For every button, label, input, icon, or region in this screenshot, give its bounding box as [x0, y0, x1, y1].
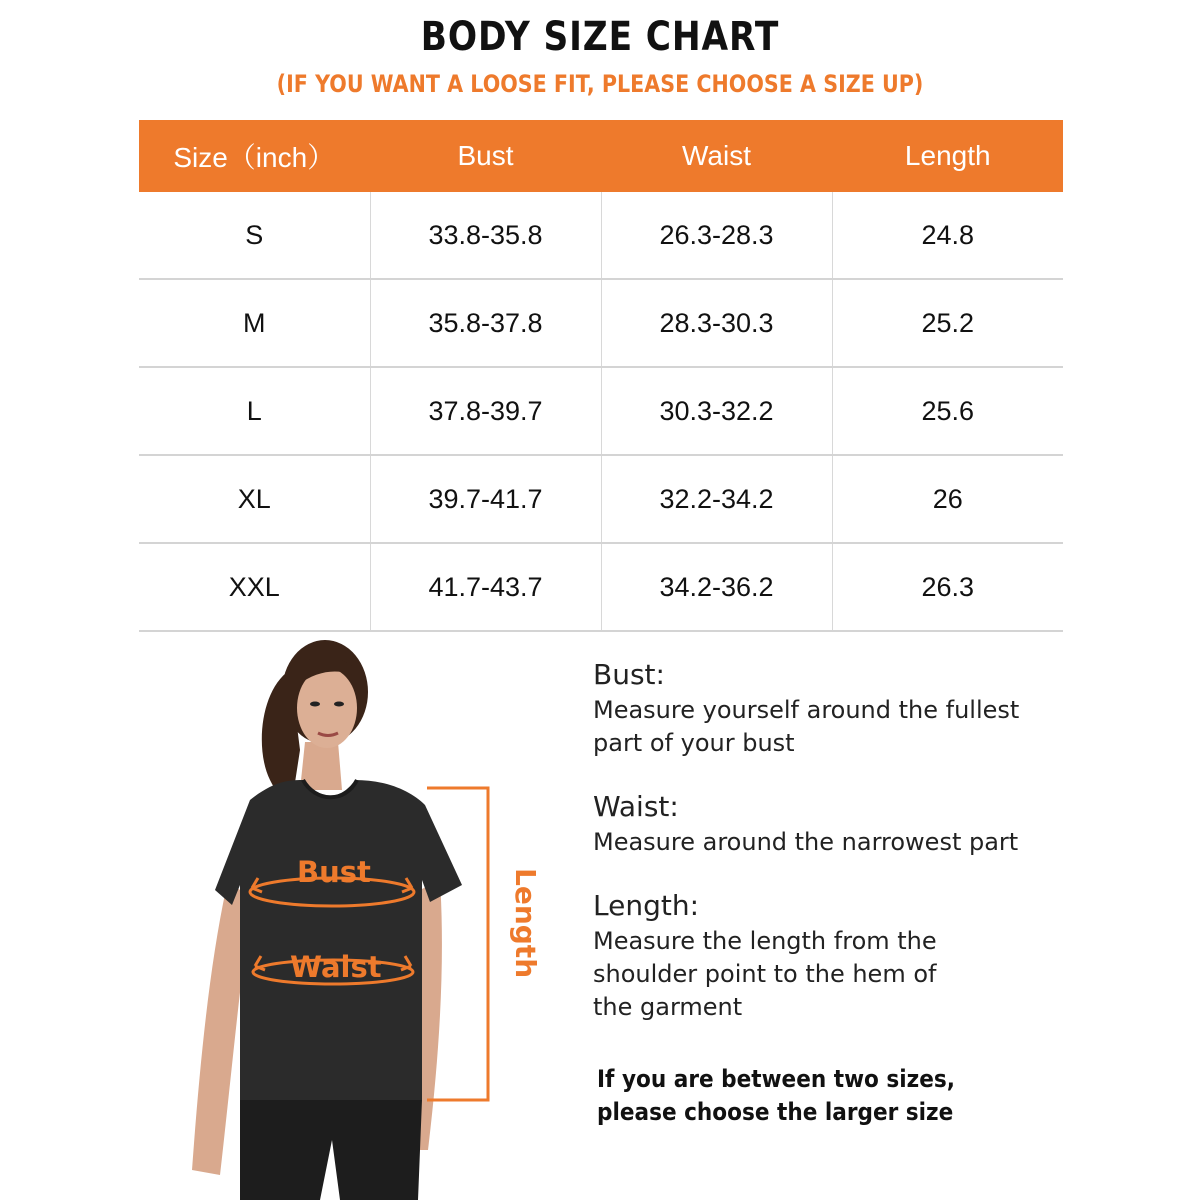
table-row	[139, 455, 1063, 543]
cell-length: 26	[832, 455, 1063, 543]
cell-waist: 28.3-30.3	[601, 279, 832, 367]
length-note-text: Measure the length from the shoulder point to the hem of the garment	[593, 927, 937, 1021]
header-waist: Waist	[601, 120, 832, 192]
model-illustration	[140, 630, 570, 1200]
waist-note-heading: Waist:	[593, 790, 679, 823]
cell-length: 25.2	[832, 279, 1063, 367]
cell-bust: 33.8-35.8	[370, 192, 601, 279]
cell-length: 24.8	[832, 192, 1063, 279]
length-label: Length	[509, 868, 542, 979]
cell-waist: 32.2-34.2	[601, 455, 832, 543]
length-note-heading: Length:	[593, 889, 700, 922]
length-note	[593, 887, 1113, 1024]
cell-length: 25.6	[832, 367, 1063, 455]
chart-title: BODY SIZE CHART	[420, 14, 780, 60]
table-header-row	[139, 120, 1063, 192]
table-row	[139, 279, 1063, 367]
header-bust: Bust	[370, 120, 601, 192]
table-row	[139, 543, 1063, 631]
cell-size: L	[139, 367, 370, 455]
size-advice	[597, 1063, 1065, 1129]
cell-bust: 41.7-43.7	[370, 543, 601, 631]
cell-waist: 26.3-28.3	[601, 192, 832, 279]
waist-note-text: Measure around the narrowest part	[593, 828, 1019, 856]
size-table	[139, 120, 1063, 632]
header-size: Size（inch）	[139, 120, 370, 192]
bust-note-text: Measure yourself around the fullest part of your bust	[593, 696, 1020, 757]
waist-label: Waist	[290, 950, 382, 984]
cell-bust: 39.7-41.7	[370, 455, 601, 543]
table-row	[139, 192, 1063, 279]
measurement-notes	[593, 656, 1113, 1052]
cell-bust: 37.8-39.7	[370, 367, 601, 455]
size-advice-line-1: If you are between two sizes,	[597, 1065, 955, 1093]
cell-size: S	[139, 192, 370, 279]
bust-note-heading: Bust:	[593, 658, 665, 691]
waist-note	[593, 788, 1113, 859]
size-advice-line-2: please choose the larger size	[597, 1098, 954, 1126]
cell-waist: 34.2-36.2	[601, 543, 832, 631]
model-figure-svg	[140, 630, 570, 1200]
cell-size: M	[139, 279, 370, 367]
header-length: Length	[832, 120, 1063, 192]
cell-length: 26.3	[832, 543, 1063, 631]
table-row	[139, 367, 1063, 455]
cell-size: XL	[139, 455, 370, 543]
bust-label: Bust	[297, 855, 371, 889]
cell-waist: 30.3-32.2	[601, 367, 832, 455]
bust-note	[593, 656, 1113, 760]
cell-bust: 35.8-37.8	[370, 279, 601, 367]
cell-size: XXL	[139, 543, 370, 631]
chart-subtitle: (IF YOU WANT A LOOSE FIT, PLEASE CHOOSE A SIZE UP)	[276, 70, 924, 98]
